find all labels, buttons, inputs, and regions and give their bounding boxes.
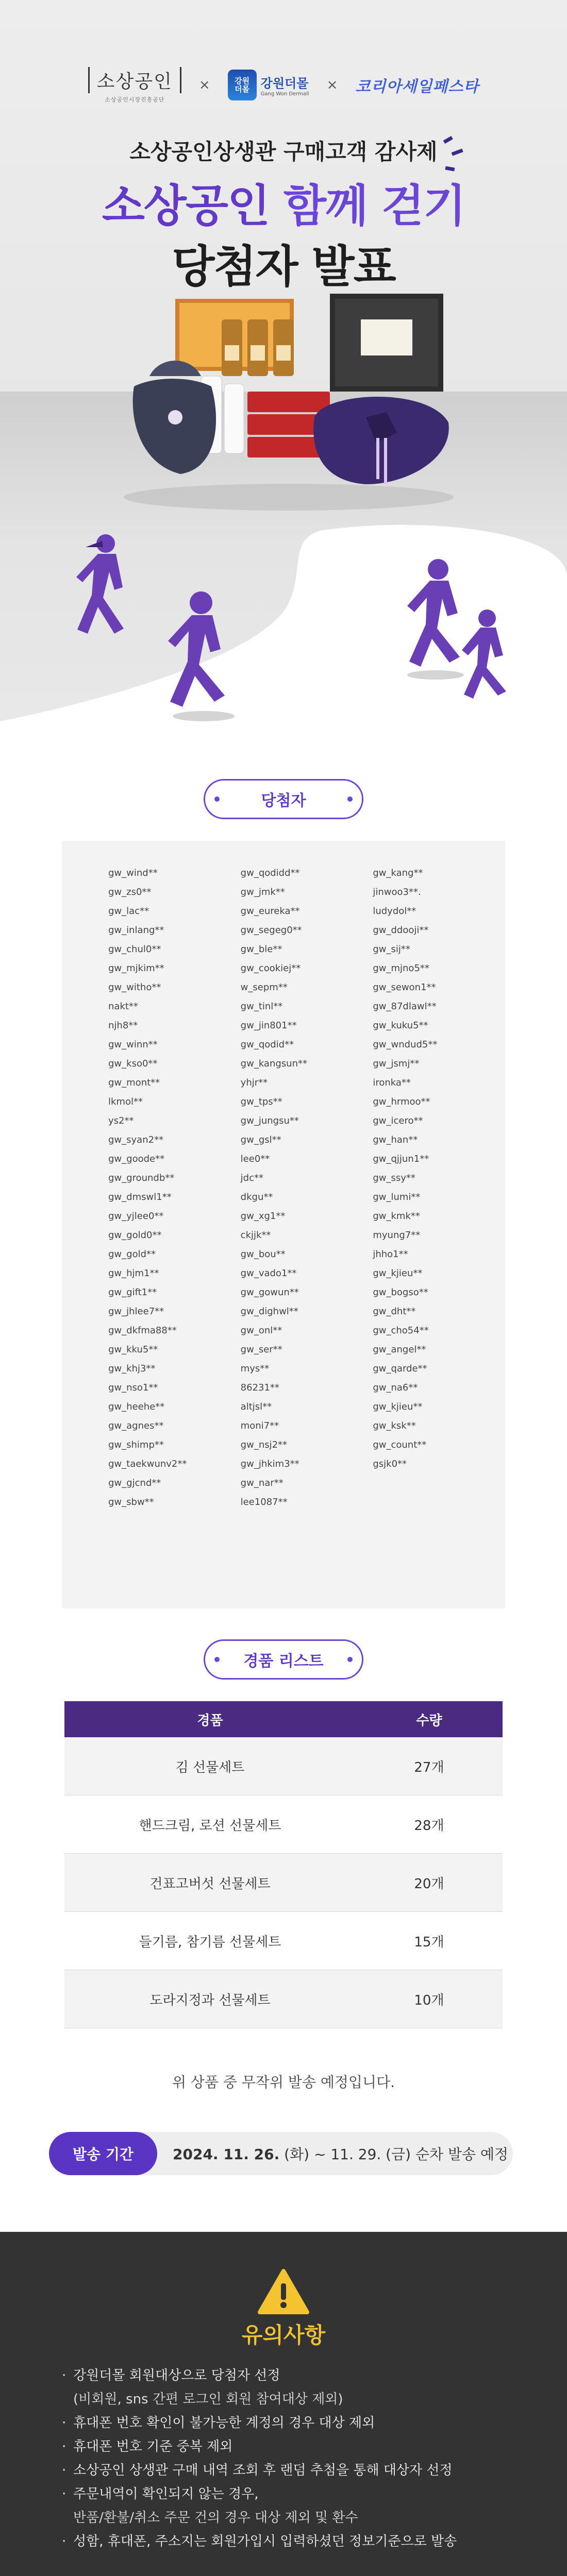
notice-item: (비회원, sns 간편 로그인 회원 참여대상 제외) [73,2392,343,2407]
prize-table [64,1701,503,2028]
winner-id: myung7** [373,1230,421,1241]
shipping-period-rest: (화) ~ 11. 29. (금) 순차 발송 예정 [279,2146,509,2163]
logo-separator: × [198,77,210,93]
sosang-logo-subtext: 소상공인시장진흥공단 [105,96,165,103]
notice-item: · 휴대폰 번호 기준 중복 제외 [62,2435,526,2459]
prize-item: 건표고버섯 선물세트 [64,1854,356,1912]
hero-title-part-b: 함께 걷기 [284,180,465,232]
winner-id: gw_gold** [108,1249,156,1260]
winner-id: gw_taekwunv2** [108,1459,187,1469]
winner-id: gw_xg1** [240,1211,286,1222]
winner-id: altjsl** [240,1401,272,1412]
winner-id: gw_eureka** [240,906,300,917]
winner-id: gw_qodidd** [240,868,300,878]
winner-id: gw_gsl** [240,1134,281,1145]
winner-id: gw_jsmj** [373,1058,420,1069]
shipping-period-text [173,2143,508,2164]
winner-id: gw_witho** [108,982,161,993]
winner-id: gw_jin801** [240,1020,297,1031]
winner-id: gw_kmk** [373,1211,420,1222]
prize-item: 핸드크림, 로션 선물세트 [64,1795,356,1854]
prize-qty: 27개 [356,1737,503,1795]
table-row [64,1854,503,1912]
winner-id: gw_ble** [240,944,282,955]
sosang-logo [88,67,181,104]
winner-id: gw_onl** [240,1325,282,1336]
winner-id: gw_segeg0** [240,925,302,936]
winner-id: gw_kku5** [108,1344,158,1355]
korea-sale-festa-logo: 코리아세일페스타 [355,78,479,96]
shipping-period-label: 발송 기간 [49,2132,157,2175]
winner-id: gw_kang** [373,868,423,878]
table-row [64,1737,503,1795]
gangwon-dermall-sub: Gang Won Dermall [260,91,309,97]
winner-id: gw_zs0** [108,887,152,897]
winner-id: njh8** [108,1020,138,1031]
winner-id: jinwoo3**. [373,887,421,897]
winner-id: dkgu** [240,1192,273,1202]
winners-column-2 [241,863,373,1608]
winner-id: gw_cho54** [373,1325,429,1336]
prize-qty: 15개 [356,1912,503,1970]
gangwon-dermall-mark: 강원 더몰 [228,70,257,100]
winner-id: gw_kuku5** [373,1020,428,1031]
logo-separator-2: × [326,77,338,93]
winners-list [62,841,505,1608]
table-row [64,1912,503,1970]
winner-id: gw_bogso** [373,1287,428,1298]
winner-id: ckjjk** [240,1230,271,1241]
prize-item: 도라지정과 선물세트 [64,1970,356,2028]
winner-id: gw_winn** [108,1039,158,1050]
winner-id: gw_syan2** [108,1134,164,1145]
notice-title: 유의사항 [241,2323,326,2348]
notice-item: · 성함, 휴대폰, 주소지는 회원가입시 입력하셨던 정보기준으로 발송 [62,2530,526,2553]
notice-item: · 휴대폰 번호 확인이 불가능한 계정의 경우 대상 제외 [62,2411,526,2435]
winner-id: gw_wind** [108,868,158,878]
winner-id: gw_gift1** [108,1287,157,1298]
notice-section [0,2232,567,2576]
notice-list [62,2364,526,2553]
winner-id: gw_hrmoo** [373,1096,430,1107]
winner-id: gw_count** [373,1439,427,1450]
winner-id: ys2** [108,1115,134,1126]
winner-id: gw_kso0** [108,1058,158,1069]
gangwon-dermall-logo [228,70,309,100]
winner-id: gw_ssy** [373,1173,415,1183]
table-row [64,1795,503,1854]
winner-id: gw_mjkim** [108,963,164,974]
hero-title-line2: 당첨자 발표 [172,241,395,293]
winner-id: gw_kjieu** [373,1401,423,1412]
hero-title-part-a: 소상공인 [102,180,270,232]
winner-id: yhjr** [240,1077,268,1088]
winner-id: gw_tinl** [240,1001,283,1012]
prize-random-note: 위 상품 중 무작위 발송 예정입니다. [172,2074,395,2091]
winner-id: mys** [240,1363,270,1374]
winner-id: gw_nsj2** [240,1439,288,1450]
winner-id: gw_khj3** [108,1363,156,1374]
winner-id: gw_han** [373,1134,418,1145]
winner-id: gw_jmk** [240,887,285,897]
winner-id: gw_jungsu** [240,1115,299,1126]
winner-id: gw_inlang** [108,925,164,936]
winner-id: gw_dkfma88** [108,1325,177,1336]
winner-id: lee0** [240,1154,270,1164]
notice-item: 반품/환불/취소 주문 건의 경우 대상 제외 및 환수 [73,2510,358,2526]
prize-qty: 10개 [356,1970,503,2028]
prize-qty: 20개 [356,1854,503,1912]
winner-id: gw_sbw** [108,1497,154,1507]
prize-section-tag: 경품 리스트 [204,1639,363,1680]
sosang-logo-text: 소상공인 [88,67,181,93]
winner-id: gw_nar** [240,1478,284,1488]
prize-header-qty: 수량 [356,1701,503,1737]
winner-id: w_sepm** [240,982,288,993]
winner-id: moni7** [240,1420,279,1431]
winner-id: ludydol** [373,906,416,917]
winner-id: gw_gowun** [240,1287,299,1298]
hero-banner [0,0,567,773]
winner-id: gw_sij** [373,944,410,955]
winner-id: gw_mont** [108,1077,160,1088]
winner-id: ironka** [373,1077,411,1088]
partner-logos [0,62,567,108]
winner-id: gw_dmswl1** [108,1192,172,1202]
winner-id: gw_angel** [373,1344,426,1355]
winner-id: gw_goode** [108,1154,165,1164]
winner-id: gw_cookiej** [240,963,301,974]
winner-id: nakt** [108,1001,138,1012]
winner-id: gw_jhlee7** [108,1306,164,1317]
winner-id: gw_ser** [240,1344,282,1355]
winner-id: gw_wndud5** [373,1039,438,1050]
winner-id: gw_mjno5** [373,963,429,974]
winner-id: gw_nso1** [108,1382,158,1393]
prize-item: 김 선물세트 [64,1737,356,1795]
winner-id: lee1087** [240,1497,288,1507]
winner-id: gw_icero** [373,1115,423,1126]
winner-id: gw_hjm1** [108,1268,159,1279]
prize-table-header [64,1701,503,1737]
gangwon-dermall-name: 강원더몰 [260,76,309,91]
winner-id: gw_dighwl** [240,1306,298,1317]
winner-id: gw_87dlawl** [373,1001,437,1012]
winners-section-tag: 당첨자 [204,779,363,819]
winner-id: gw_bou** [240,1249,286,1260]
winner-id: 86231** [240,1382,279,1393]
prize-qty: 28개 [356,1795,503,1854]
winner-id: gw_shimp** [108,1439,164,1450]
winner-id: gw_lumi** [373,1192,421,1202]
winner-id: gw_tps** [240,1096,282,1107]
shipping-start-date: 2024. 11. 26. [173,2146,280,2163]
winner-id: gw_qodid** [240,1039,294,1050]
winner-id: gw_sewon1** [373,982,436,993]
winner-id: gw_lac** [108,906,149,917]
winner-id: gw_groundb** [108,1173,175,1183]
notice-item: · 주문내역이 확인되지 않는 경우, [62,2482,526,2506]
prize-item: 들기름, 참기름 선물세트 [64,1912,356,1970]
winner-id: gw_heehe** [108,1401,165,1412]
gift-set-illustration [119,289,459,515]
winner-id: gw_na6** [373,1382,418,1393]
winner-id: jhho1** [373,1249,408,1260]
prize-header-item: 경품 [64,1701,356,1737]
winner-id: gw_dht** [373,1306,416,1317]
winner-id: gw_qarde** [373,1363,427,1374]
hero-title-line1 [0,170,567,234]
table-row [64,1970,503,2028]
winner-id: gw_vado1** [240,1268,297,1279]
winner-id: gw_gold0** [108,1230,162,1241]
winner-id: gw_gjcnd** [108,1478,161,1488]
winner-id: gw_chul0** [108,944,161,955]
shipping-period-bar [49,2132,513,2175]
hero-subtitle: 소상공인상생관 구매고객 감사제 [129,139,438,164]
winner-id: gw_kjieu** [373,1268,423,1279]
winner-id: gsjk0** [373,1459,407,1469]
winner-id: gw_qjjun1** [373,1154,429,1164]
winner-id: gw_agnes** [108,1420,164,1431]
winner-id: gw_yjlee0** [108,1211,164,1222]
winner-id: gw_jhkim3** [240,1459,299,1469]
winner-id: lkmol** [108,1096,143,1107]
winner-id: gw_ksk** [373,1420,416,1431]
winners-column-1 [108,863,241,1608]
winners-column-3 [373,863,505,1608]
winner-id: gw_kangsun** [240,1058,307,1069]
winner-id: gw_ddooji** [373,925,429,936]
warning-icon [257,2268,310,2315]
notice-item: · 강원더몰 회원대상으로 당첨자 선정 [62,2364,526,2387]
winner-id: jdc** [240,1173,263,1183]
notice-item: · 소상공인 상생관 구매 내역 조회 후 랜덤 추첨을 통해 대상자 선정 [62,2459,526,2482]
